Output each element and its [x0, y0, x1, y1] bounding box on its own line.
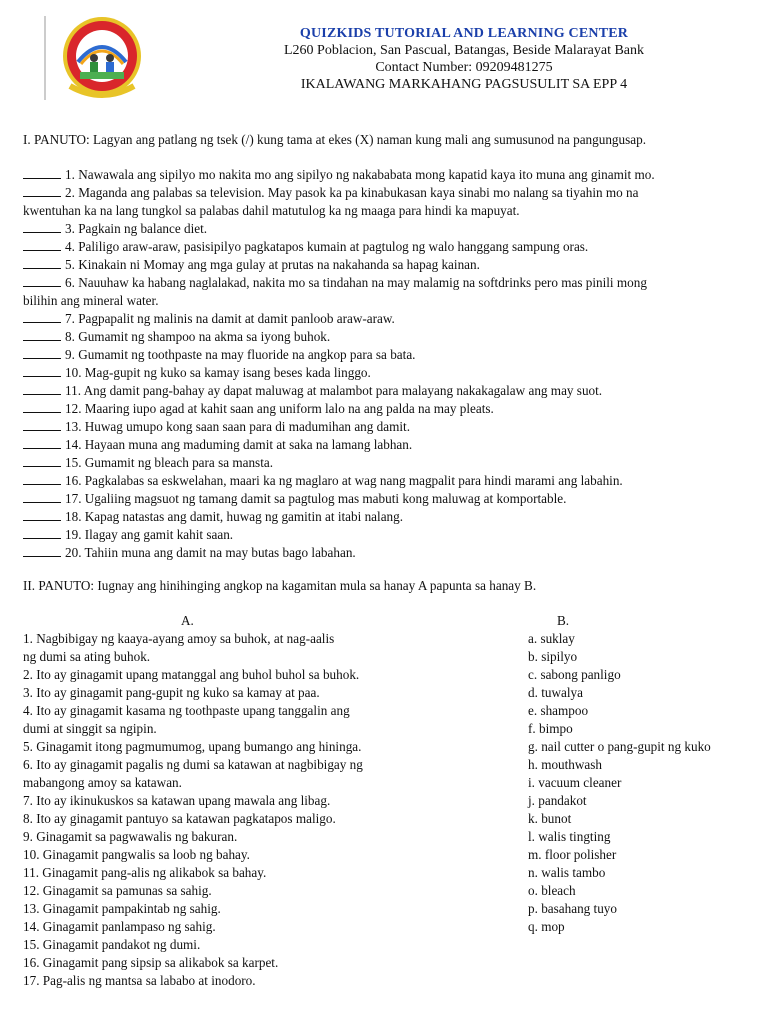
part1-item: 13. Huwag umupo kong saan saan para di madumihan ang damit.	[23, 418, 410, 435]
column-b-heading: B.	[557, 613, 570, 628]
answer-blank[interactable]	[23, 490, 61, 503]
column-a-item: 3. Ito ay ginagamit pang-gupit ng kuko sa kamay at paa.	[23, 685, 320, 700]
answer-blank[interactable]	[23, 472, 61, 485]
answer-blank[interactable]	[23, 310, 61, 323]
part1-item: 10. Mag-gupit ng kuko sa kamay isang beses kada linggo.	[23, 364, 371, 381]
answer-blank[interactable]	[23, 364, 61, 377]
column-a-item: 12. Ginagamit sa pamunas sa sahig.	[23, 883, 212, 898]
column-b-item: j. pandakot	[528, 793, 587, 808]
part1-item: 11. Ang damit pang-bahay ay dapat maluwag at malambot para malayang nakakagalaw ang may suot.	[23, 382, 602, 399]
column-a-item: 5. Ginagamit itong pagmumumog, upang bumango ang hininga.	[23, 739, 362, 754]
answer-blank[interactable]	[23, 454, 61, 467]
column-a-item: 15. Ginagamit pandakot ng dumi.	[23, 937, 201, 952]
column-a-item: 16. Ginagamit pang sipsip sa alikabok sa karpet.	[23, 955, 279, 970]
exam-title: IKALAWANG MARKAHANG PAGSUSULIT SA EPP 4	[300, 77, 628, 92]
column-a-item: 17. Pag-alis ng mantsa sa lababo at inodoro.	[23, 973, 256, 988]
contact-number: Contact Number: 09209481275	[375, 60, 553, 75]
column-a-item: 13. Ginagamit pampakintab ng sahig.	[23, 901, 221, 916]
part1-item: 18. Kapag natastas ang damit, huwag ng gamitin at itabi nalang.	[23, 508, 403, 525]
column-b-item: m. floor polisher	[528, 847, 617, 862]
column-b-item: o. bleach	[528, 883, 576, 898]
column-b-item: l. walis tingting	[528, 829, 611, 844]
part1-item: 7. Pagpapalit ng malinis na damit at damit panloob araw-araw.	[23, 310, 395, 327]
column-b-item: h. mouthwash	[528, 757, 602, 772]
column-a-item: 7. Ito ay ikinukuskos sa katawan upang mawala ang libag.	[23, 793, 331, 808]
column-a-item: mabangong amoy sa katawan.	[23, 775, 182, 790]
answer-blank[interactable]	[23, 346, 61, 359]
column-b-item: f. bimpo	[528, 721, 573, 736]
part1-item-continuation: bilihin ang mineral water.	[23, 293, 159, 308]
column-a-item: 14. Ginagamit panlampaso ng sahig.	[23, 919, 216, 934]
answer-blank[interactable]	[23, 238, 61, 251]
part1-instruction: I. PANUTO: Lagyan ang patlang ng tsek (/) kung tama at ekes (X) naman kung mali ang sumusunod na pangungusap.	[23, 132, 646, 147]
answer-blank[interactable]	[23, 274, 61, 287]
column-a-heading: A.	[181, 613, 194, 628]
column-a-item: 8. Ito ay ginagamit pantuyo sa katawan pagkatapos maligo.	[23, 811, 336, 826]
answer-blank[interactable]	[23, 544, 61, 557]
part1-item: 14. Hayaan muna ang maduming damit at saka na lamang labhan.	[23, 436, 412, 453]
answer-blank[interactable]	[23, 508, 61, 521]
column-b-item: a. suklay	[528, 631, 575, 646]
answer-blank[interactable]	[23, 526, 61, 539]
answer-blank[interactable]	[23, 328, 61, 341]
column-a-item: dumi at singgit sa ngipin.	[23, 721, 157, 736]
column-b-item: e. shampoo	[528, 703, 589, 718]
answer-blank[interactable]	[23, 436, 61, 449]
column-a-item: 2. Ito ay ginagamit upang matanggal ang buhol buhol sa buhok.	[23, 667, 360, 682]
answer-blank[interactable]	[23, 166, 61, 179]
part1-item: 15. Gumamit ng bleach para sa mansta.	[23, 454, 273, 471]
column-a-item: 4. Ito ay ginagamit kasama ng toothpaste upang tanggalin ang	[23, 703, 350, 718]
part1-item: 9. Gumamit ng toothpaste na may fluoride na angkop para sa bata.	[23, 346, 415, 363]
column-a-item: 9. Ginagamit sa pagwawalis ng bakuran.	[23, 829, 238, 844]
part1-item: 20. Tahiin muna ang damit na may butas bago labahan.	[23, 544, 356, 561]
part1-item: 1. Nawawala ang sipilyo mo nakita mo ang sipilyo ng nakababata mong kapatid kaya ito muna ang ginamit mo.	[23, 166, 655, 183]
answer-blank[interactable]	[23, 184, 61, 197]
column-b-item: k. bunot	[528, 811, 572, 826]
part1-item: 5. Kinakain ni Momay ang mga gulay at prutas na nakahanda sa hapag kainan.	[23, 256, 480, 273]
school-address: L260 Poblacion, San Pascual, Batangas, Beside Malarayat Bank	[283, 43, 645, 58]
answer-blank[interactable]	[23, 400, 61, 413]
column-a-item: 6. Ito ay ginagamit pagalis ng dumi sa katawan at nagbibigay ng	[23, 757, 363, 772]
part1-item: 2. Maganda ang palabas sa television. May pasok ka pa kinabukasan kaya sinabi mo nalang sa tiyahin mo na	[23, 184, 639, 201]
column-a-item: 1. Nagbibigay ng kaaya-ayang amoy sa buhok, at nag-aalis	[23, 631, 335, 646]
column-b-item: b. sipilyo	[528, 649, 578, 664]
part1-item: 17. Ugaliing magsuot ng tamang damit sa pagtulog mas mabuti kong maluwag at komportable.	[23, 490, 566, 507]
column-a-item: ng dumi sa ating buhok.	[23, 649, 151, 664]
school-logo	[44, 14, 156, 102]
column-b-item: c. sabong panligo	[528, 667, 621, 682]
answer-blank[interactable]	[23, 256, 61, 269]
column-b-item: g. nail cutter o pang-gupit ng kuko	[528, 739, 711, 754]
answer-blank[interactable]	[23, 220, 61, 233]
column-a-item: 10. Ginagamit pangwalis sa loob ng bahay.	[23, 847, 250, 862]
column-b-item: p. basahang tuyo	[528, 901, 617, 916]
column-b-item: d. tuwalya	[528, 685, 583, 700]
part1-item: 4. Paliligo araw-araw, pasisipilyo pagkatapos kumain at pagtulog ng walo hanggang sampung oras.	[23, 238, 588, 255]
column-b-item: i. vacuum cleaner	[528, 775, 622, 790]
answer-blank[interactable]	[23, 418, 61, 431]
part2-instruction: II. PANUTO: Iugnay ang hinihinging angkop na kagamitan mula sa hanay A papunta sa hanay B.	[23, 578, 537, 593]
column-b-item: n. walis tambo	[528, 865, 606, 880]
part1-item: 19. Ilagay ang gamit kahit saan.	[23, 526, 233, 543]
column-a-item: 11. Ginagamit pang-alis ng alikabok sa bahay.	[23, 865, 267, 880]
part1-item: 8. Gumamit ng shampoo na akma sa iyong buhok.	[23, 328, 330, 345]
school-name: QUIZKIDS TUTORIAL AND LEARNING CENTER	[299, 26, 629, 41]
part1-item-continuation: kwentuhan ka na lang tungkol sa palabas dahil matutulog ka ng maaga para hindi ka mapuyat.	[23, 203, 520, 218]
answer-blank[interactable]	[23, 382, 61, 395]
part1-item: 16. Pagkalabas sa eskwelahan, maari ka ng maglaro at wag nang magpalit para hindi marami ang labahin.	[23, 472, 623, 489]
column-b-item: q. mop	[528, 919, 565, 934]
part1-item: 12. Maaring iupo agad at kahit saan ang uniform lalo na ang palda na may pleats.	[23, 400, 494, 417]
part1-item: 3. Pagkain ng balance diet.	[23, 220, 207, 237]
part1-item: 6. Nauuhaw ka habang naglalakad, nakita mo sa tindahan na may malamig na softdrinks pero mas pinili mong	[23, 274, 647, 291]
